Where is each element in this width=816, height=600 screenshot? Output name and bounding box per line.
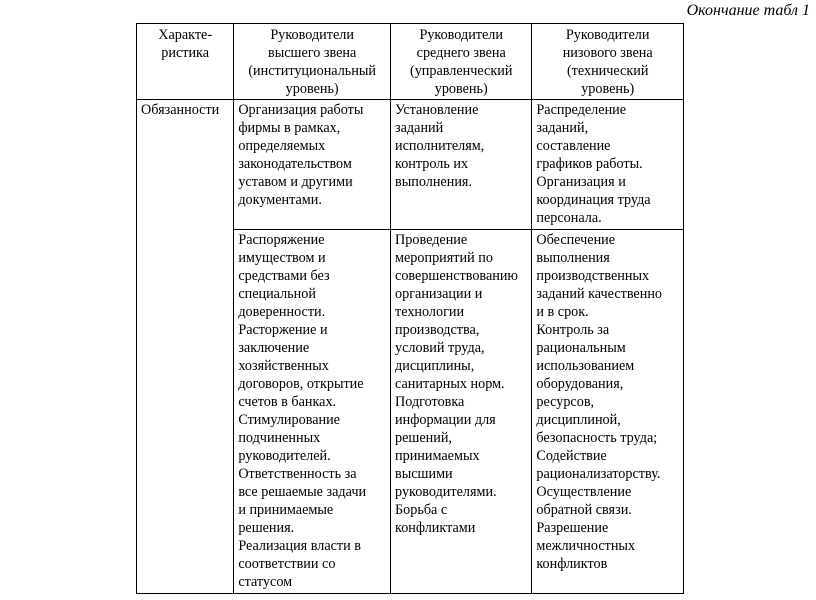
cell-top-duties-1: Организация работы фирмы в рамках, определяемых законодательством уставом и другими документами.: [234, 100, 391, 230]
table-caption: Окончание табл 1: [686, 2, 810, 19]
cell-lower-duties-2: Обеспечение выполнения производственных заданий качественно и в срок. Контроль за рациональным использованием оборудования, ресурсов, дисциплиной, безопасность труда; Содействие рационализаторству. Осуществление обратной связи. Разрешение межличностных конфликтов: [532, 230, 684, 594]
duties-table: [136, 23, 684, 594]
row-label-duties: Обязанности: [137, 100, 234, 594]
table-row: [137, 100, 684, 230]
header-middle-managers: Руководители среднего звена (управленческий уровень): [391, 24, 532, 100]
cell-middle-duties-2: Проведение мероприятий по совершенствованию организации и технологии производства, условий труда, дисциплины, санитарных норм. Подготовка информации для решений, принимаемых высшими руководителями. Борьба с конфликтами: [391, 230, 532, 594]
header-lower-managers: Руководители низового звена (технический уровень): [532, 24, 684, 100]
cell-top-duties-2: Распоряжение имуществом и средствами без специальной доверенности. Расторжение и заключение хозяйственных договоров, открытие счетов в банках. Стимулирование подчиненных руководителей. Ответственность за все решаемые задачи и принимаемые решения. Реализация власти в соответствии со статусом: [234, 230, 391, 594]
table-header-row: [137, 24, 684, 100]
header-top-managers: Руководители высшего звена (институциональный уровень): [234, 24, 391, 100]
cell-lower-duties-1: Распределение заданий, составление графиков работы. Организация и координация труда персонала.: [532, 100, 684, 230]
cell-middle-duties-1: Установление заданий исполнителям, контроль их выполнения.: [391, 100, 532, 230]
header-characteristic: Характе- ристика: [137, 24, 234, 100]
